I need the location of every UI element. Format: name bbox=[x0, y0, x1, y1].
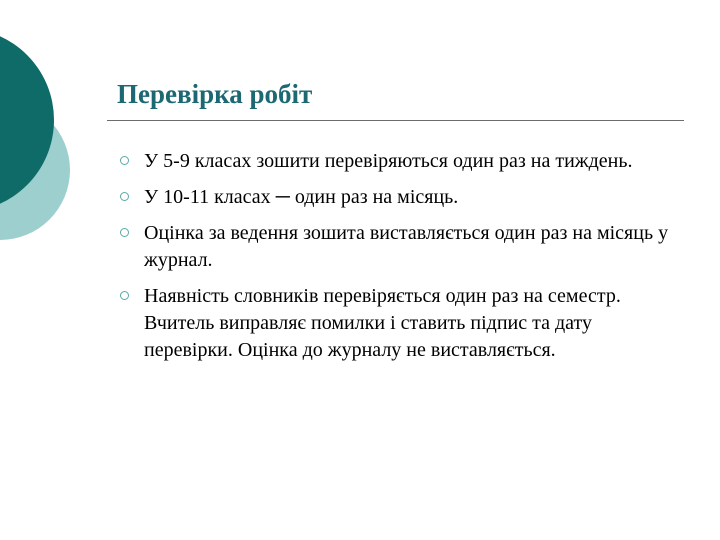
circle-bullet-icon bbox=[120, 228, 129, 237]
bullet-text: У 10-11 класах ─ один раз на місяць. bbox=[144, 186, 459, 208]
bullet-item bbox=[120, 148, 670, 175]
bullet-text: Наявність словників перевіряється один раз на семестр. Вчитель виправляє помилки і ставить підпис та дату перевірки. Оцінка до журналу не виставляється. bbox=[144, 285, 621, 361]
circle-bullet-icon bbox=[120, 192, 129, 201]
circle-bullet-icon bbox=[120, 156, 129, 165]
slide-title: Перевірка робіт bbox=[117, 79, 313, 109]
circle-bullet-icon bbox=[120, 291, 129, 300]
bullet-item bbox=[120, 220, 670, 274]
bullet-item bbox=[120, 283, 670, 364]
bullet-text: Оцінка за ведення зошита виставляється один раз на місяць у журнал. bbox=[144, 222, 669, 271]
title-divider bbox=[107, 120, 684, 121]
bullet-item bbox=[120, 184, 670, 211]
decorative-circles bbox=[0, 0, 120, 300]
bullet-list bbox=[120, 148, 670, 373]
bullet-text: У 5-9 класах зошити перевіряються один раз на тиждень. bbox=[144, 150, 633, 172]
